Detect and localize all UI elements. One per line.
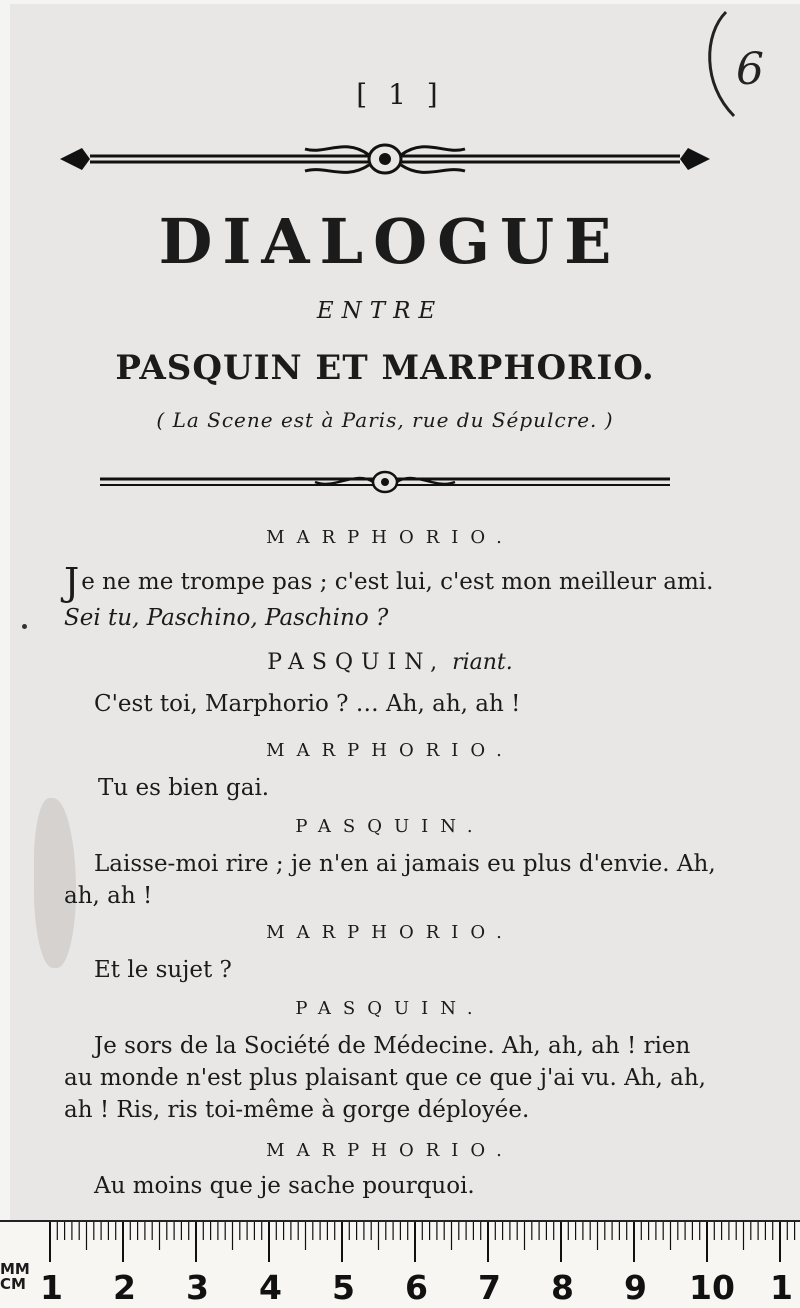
- ruler-number: 6: [405, 1268, 428, 1307]
- measuring-ruler: [0, 1220, 800, 1308]
- ruler-number: 1: [40, 1268, 63, 1307]
- ruler-number: 2: [113, 1268, 136, 1307]
- ruler-number: 3: [186, 1268, 209, 1307]
- page-edge-left: [0, 0, 10, 1220]
- speaker-marphorio-4: MARPHORIO.: [266, 1140, 514, 1161]
- dialogue-line-7: Je sors de la Société de Médecine. Ah, ah, ah ! rien au monde n'est plus plaisant que ce que j'ai vu. Ah, ah, ah ! Ris, ris toi-même à gorge déployée.: [64, 1033, 706, 1123]
- ruler-unit-labels: [0, 1262, 30, 1292]
- title-entre: ENTRE: [316, 298, 444, 324]
- ink-speck: [22, 624, 27, 629]
- ruler-number: 1: [770, 1268, 793, 1307]
- speaker-marphorio-3: MARPHORIO.: [266, 922, 514, 943]
- dialogue-line-6: Et le sujet ?: [94, 957, 232, 983]
- ruler-number: 10: [689, 1268, 735, 1307]
- ruler-number: 7: [478, 1268, 501, 1307]
- dialogue-line-5: Laisse-moi rire ; je n'en ai jamais eu plus d'envie. Ah, ah, ah !: [64, 851, 716, 909]
- speaker-stage-direction: riant.: [445, 650, 513, 675]
- dialogue-title: DIALOGUE: [158, 205, 622, 278]
- scene-note: ( La Scene est à Paris, rue du Sépulcre. ): [156, 408, 614, 432]
- dialogue-line-1-text: e ne me trompe pas ; c'est lui, c'est mon meilleur ami.: [81, 569, 714, 595]
- dialogue-line-3: C'est toi, Marphorio ? … Ah, ah, ah !: [94, 691, 521, 717]
- handwritten-number: [696, 4, 800, 122]
- ruler-number: 4: [259, 1268, 282, 1307]
- speaker-marphorio-1: MARPHORIO.: [266, 527, 514, 548]
- ruler-number: 8: [551, 1268, 574, 1307]
- ornamental-rule-middle: [100, 466, 670, 496]
- speaker-pasquin-3: PASQUIN.: [295, 998, 485, 1019]
- speaker-pasquin-1-name: PASQUIN,: [267, 650, 446, 675]
- ornamental-rule-top: [60, 140, 710, 180]
- speaker-marphorio-2: MARPHORIO.: [266, 740, 514, 761]
- dialogue-line-8: Au moins que je sache pourquoi.: [94, 1173, 475, 1199]
- ruler-number: 9: [624, 1268, 647, 1307]
- dialogue-line-2: Sei tu, Paschino, Paschino ?: [64, 605, 389, 631]
- speaker-pasquin-2: PASQUIN.: [295, 816, 485, 837]
- ruler-ticks: [0, 1222, 800, 1270]
- page-number: [ 1 ]: [356, 78, 444, 111]
- ruler-unit-mm: MM: [0, 1260, 30, 1278]
- page-edge-top: [0, 0, 800, 4]
- ruler-unit-cm: CM: [0, 1275, 26, 1293]
- dialogue-line-1: [64, 560, 724, 604]
- drop-cap: J: [64, 560, 80, 604]
- handwritten-digit: 6: [736, 44, 764, 95]
- ruler-number: 5: [332, 1268, 355, 1307]
- dialogue-subtitle: PASQUIN ET MARPHORIO.: [115, 348, 655, 388]
- speaker-pasquin-1: [0, 650, 780, 675]
- dialogue-line-4: Tu es bien gai.: [98, 775, 270, 801]
